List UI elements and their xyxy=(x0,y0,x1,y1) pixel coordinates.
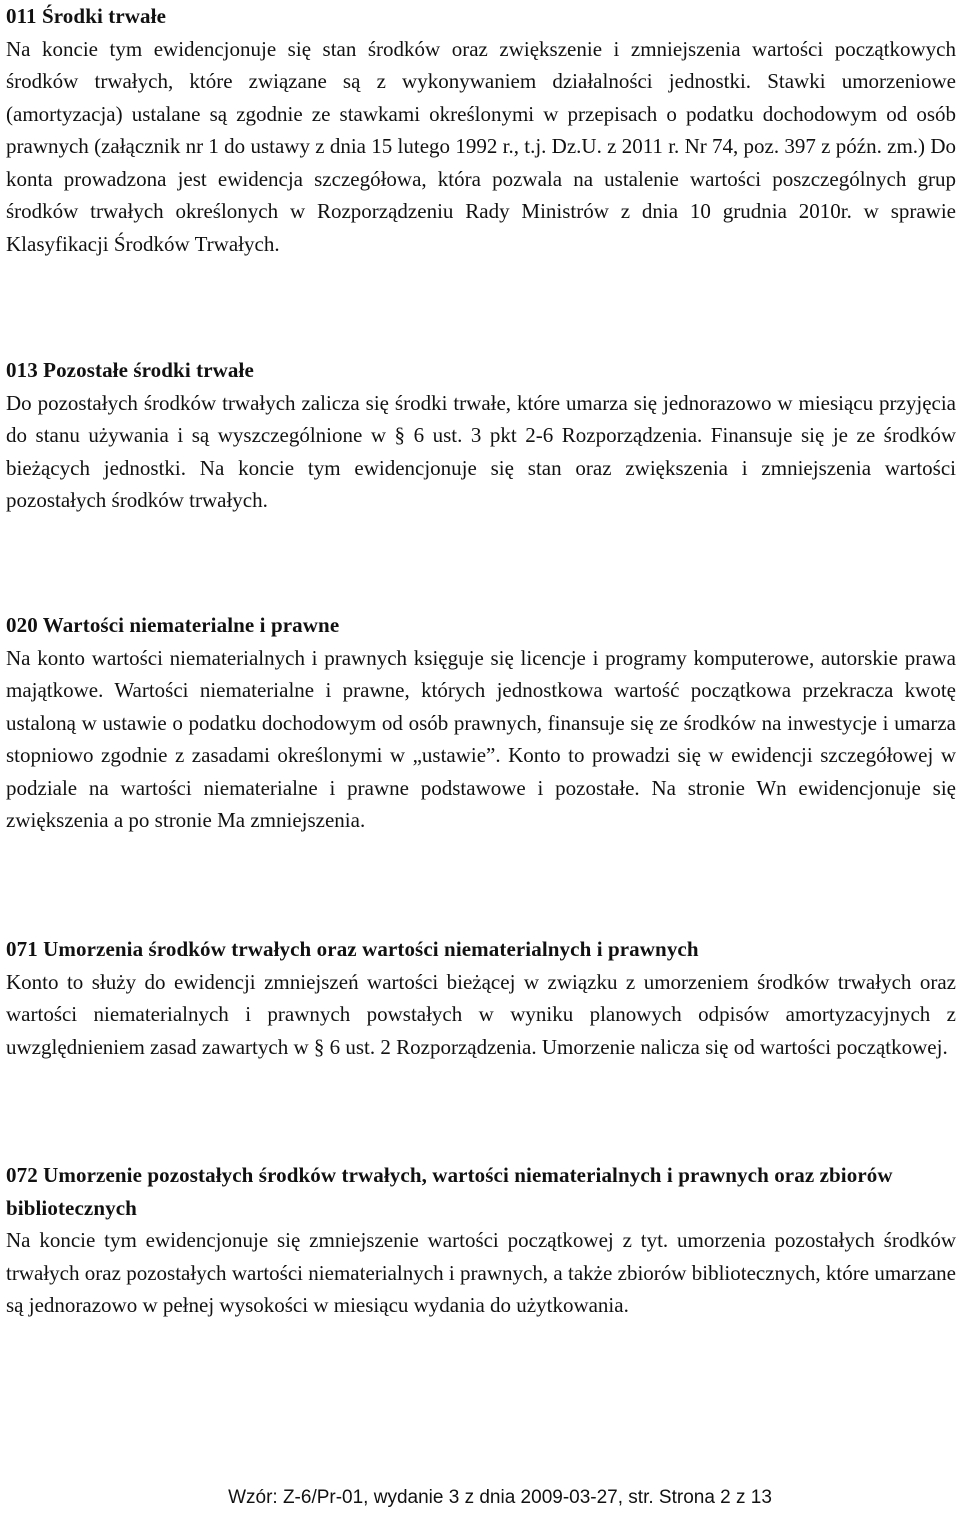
section-020-wartosci-niematerialne xyxy=(6,609,956,837)
section-heading: 071 Umorzenia środków trwałych oraz wartości niematerialnych i prawnych xyxy=(6,937,699,961)
section-body: Do pozostałych środków trwałych zalicza się środki trwałe, które umarza się jednorazowo w miesiącu przyjęcia do stanu używania i są wyszczególnione w § 6 ust. 3 pkt 2-6 Rozporządzenia. Finansuje się je ze środków bieżących jednostki. Na koncie tym ewidencjonuje się stan oraz zwiększenia i zmniejszenia wartości pozostałych środków trwałych. xyxy=(6,390,956,513)
section-013-pozostale-srodki-trwale xyxy=(6,354,956,517)
section-heading: 011 Środki trwałe xyxy=(6,4,166,28)
section-011-srodki-trwale xyxy=(6,0,956,261)
section-body: Konto to służy do ewidencji zmniejszeń wartości bieżącej w związku z umorzeniem środków trwałych oraz wartości niematerialnych i prawnych powstałych w wyniku planowych odpisów amortyzacyjnych z uwzględnieniem zasad zawartych w § 6 ust. 2 Rozporządzenia. Umorzenie nalicza się od wartości początkowej. xyxy=(6,969,956,1059)
section-072-umorzenie-pozostalych xyxy=(6,1159,956,1322)
section-heading: 020 Wartości niematerialne i prawne xyxy=(6,613,340,637)
section-heading: 072 Umorzenie pozostałych środków trwałych, wartości niematerialnych i prawnych oraz zbiorów bibliotecznych xyxy=(6,1163,893,1220)
section-body: Na konto wartości niematerialnych i prawnych księguje się licencje i programy komputerowe, autorskie prawa majątkowe. Wartości niematerialne i prawne, których jednostkowa wartość początkowa przekracza kwotę ustaloną w ustawie o podatku dochodowym od osób prawnych, finansuje się ze środków na inwestycje i umarza stopniowo zgodnie z zasadami określonymi w „ustawie”. Konto to prowadzi się w ewidencji szczegółowej w podziale na wartości niematerialne i prawne podstawowe i pozostałe. Na stronie Wn ewidencjonuje się zwiększenia a po stronie Ma zmniejszenia. xyxy=(6,645,956,833)
section-heading: 013 Pozostałe środki trwałe xyxy=(6,358,254,382)
page-footer: Wzór: Z-6/Pr-01, wydanie 3 z dnia 2009-03-27, str. Strona 2 z 13 xyxy=(228,1487,772,1508)
section-071-umorzenia xyxy=(6,933,956,1063)
section-body: Na koncie tym ewidencjonuje się stan środków oraz zwiększenie i zmniejszenia wartości początkowych środków trwałych, które związane są z wykonywaniem działalności jednostki. Stawki umorzeniowe (amortyzacja) ustalane są zgodnie ze stawkami określonymi w przepisach o podatku dochodowym od osób prawnych (załącznik nr 1 do ustawy z dnia 15 lutego 1992 r., t.j. Dz.U. z 2011 r. Nr 74, poz. 397 z późn. zm.) Do konta prowadzona jest ewidencja szczegółowa, która pozwala na ustalenie wartości poszczególnych grup środków trwałych określonych w Rozporządzeniu Rady Ministrów z dnia 10 grudnia 2010r. w sprawie Klasyfikacji Środków Trwałych. xyxy=(6,36,956,257)
section-body: Na koncie tym ewidencjonuje się zmniejszenie wartości początkowej z tyt. umorzenia pozostałych środków trwałych oraz pozostałych wartości niematerialnych i prawnych, a także zbiorów bibliotecznych, które umarzane są jednorazowo w pełnej wysokości w miesiącu wydania do użytkowania. xyxy=(6,1228,956,1318)
